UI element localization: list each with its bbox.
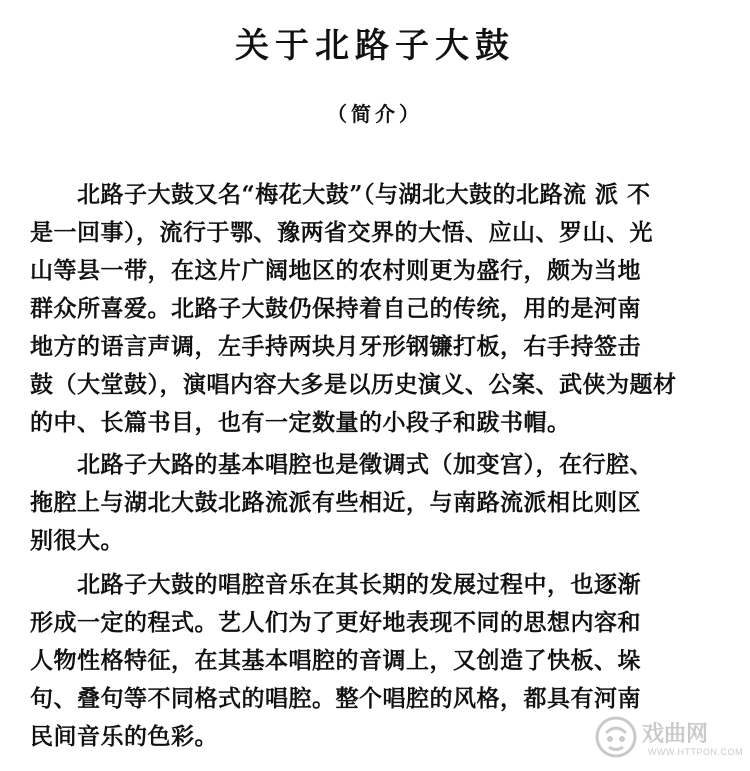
paragraph-line: 的中、长篇书目，也有一定数量的小段子和跋书帽。	[30, 409, 571, 436]
paragraph-line: 拖腔上与湖北大鼓北路流派有些相近，与南路流派相比则区	[30, 489, 641, 516]
mask-icon	[594, 715, 638, 759]
paragraph-line: 北路子大路的基本唱腔也是徵调式（加变宫），在行腔、	[30, 451, 653, 478]
paragraph-line: 山等县一带，在这片广阔地区的农村则更为盛行，颇为当地	[30, 257, 641, 284]
watermark-logo	[594, 713, 742, 765]
paragraph-line: 群众所喜爱。北路子大鼓仍保持着自己的传统，用的是河南	[30, 295, 641, 322]
page-title: 关于北路子大鼓	[235, 26, 515, 66]
paragraph-line: 是一回事），流行于鄂、豫两省交界的大悟、应山、罗山、光	[30, 219, 653, 246]
paragraph-line: 人物性格特征，在其基本唱腔的音调上，又创造了快板、垛	[30, 647, 641, 674]
paragraph-line: 句、叠句等不同格式的唱腔。整个唱腔的风格，都具有河南	[30, 685, 641, 712]
watermark-url: WWW.HTTPON.COM	[648, 747, 743, 757]
paragraph-line: 北路子大鼓又名“梅花大鼓”（与湖北大鼓的北路流 派 不	[30, 181, 651, 208]
paragraph-line: 鼓（大堂鼓），演唱内容大多是以历史演义、公案、武侠为题材	[30, 371, 677, 398]
paragraph-line: 形成一定的程式。艺人们为了更好地表现不同的思想内容和	[30, 609, 641, 636]
paragraph-line: 北路子大鼓的唱腔音乐在其长期的发展过程中，也逐渐	[30, 571, 641, 598]
paragraph-line: 民间音乐的色彩。	[30, 723, 218, 750]
paragraph-line: 地方的语言声调，左手持两块月牙形钢镰打板，右手持签击	[30, 333, 641, 360]
watermark-text: 戏曲网	[642, 721, 709, 746]
page-subtitle: （简介）	[327, 102, 423, 126]
paragraph-line: 别很大。	[30, 527, 124, 554]
